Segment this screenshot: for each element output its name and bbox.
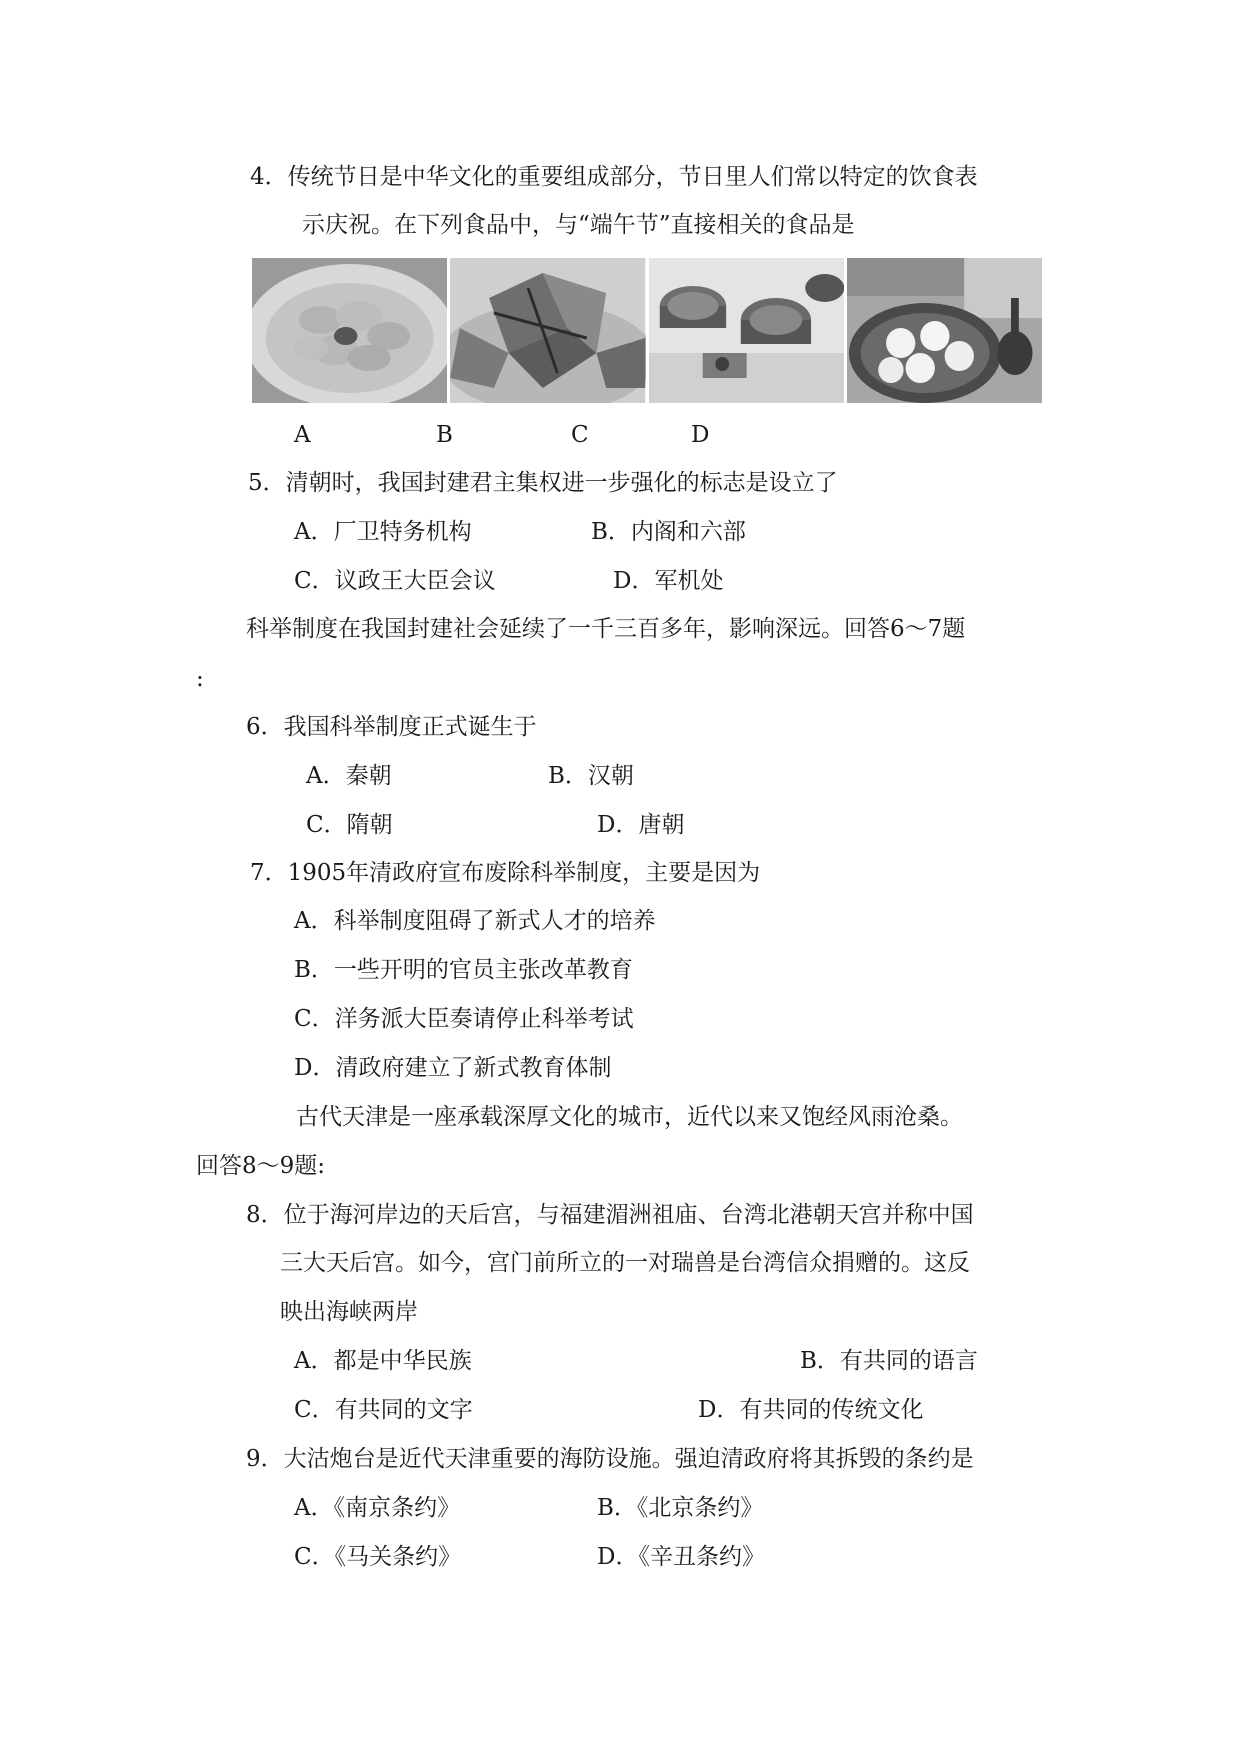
q6-option-c: C．隋朝 xyxy=(306,812,393,838)
q5-stem: 5．清朝时，我国封建君主集权进一步强化的标志是设立了 xyxy=(248,470,838,496)
q7-option-b: B．一些开明的官员主张改革教育 xyxy=(294,957,633,983)
q9-option-c: C．《马关条约》 xyxy=(294,1544,462,1570)
q4-stem-line1: 4．传统节日是中华文化的重要组成部分，节日里人们常以特定的饮食表 xyxy=(250,164,978,190)
q8-stem-line1: 8．位于海河岸边的天后宫，与福建湄洲祖庙、台湾北港朝天宫并称中国 xyxy=(246,1202,974,1228)
mooncake-photo xyxy=(649,258,844,403)
q6-option-d: D．唐朝 xyxy=(597,812,685,838)
q6-option-a: A．秦朝 xyxy=(306,763,392,789)
q8-option-b: B．有共同的语言 xyxy=(800,1348,978,1374)
q7-option-a: A．科举制度阻碍了新式人才的培养 xyxy=(294,908,656,934)
q5-option-c: C．议政王大臣会议 xyxy=(294,568,496,594)
q8-stem-line2: 三大天后宫。如今，宫门前所立的一对瑞兽是台湾信众捐赠的。这反 xyxy=(280,1250,970,1276)
intro-8-9-line1: 古代天津是一座承载深厚文化的城市，近代以来又饱经风雨沧桑。 xyxy=(296,1104,963,1130)
intro-6-7-line2: : xyxy=(196,666,204,692)
q8-stem-line3: 映出海峡两岸 xyxy=(280,1299,418,1325)
q6-option-b: B．汉朝 xyxy=(548,763,634,789)
tangyuan-photo xyxy=(847,258,1042,403)
q7-option-c: C．洋务派大臣奏请停止科举考试 xyxy=(294,1006,634,1032)
q6-stem: 6．我国科举制度正式诞生于 xyxy=(246,714,537,740)
option-label-a: A xyxy=(294,422,311,448)
q7-option-d: D．清政府建立了新式教育体制 xyxy=(294,1055,612,1081)
option-label-c: C xyxy=(571,422,589,448)
q9-option-d: D．《辛丑条约》 xyxy=(597,1544,765,1570)
q8-option-c: C．有共同的文字 xyxy=(294,1397,473,1423)
option-label-d: D xyxy=(691,422,710,448)
q5-option-b: B．内阁和六部 xyxy=(591,519,746,545)
q7-stem: 7．1905年清政府宣布废除科举制度，主要是因为 xyxy=(250,860,761,886)
q4-stem-line2: 示庆祝。在下列食品中，与“端午节”直接相关的食品是 xyxy=(302,212,855,238)
zongzi-photo xyxy=(450,258,645,403)
q8-option-d: D．有共同的传统文化 xyxy=(698,1397,924,1423)
q9-option-a: A．《南京条约》 xyxy=(294,1495,461,1521)
q8-option-a: A．都是中华民族 xyxy=(294,1348,472,1374)
option-label-b: B xyxy=(436,422,453,448)
food-photos xyxy=(252,258,1042,403)
dumplings-photo xyxy=(252,258,447,403)
q5-option-d: D．军机处 xyxy=(613,568,724,594)
intro-6-7-line1: 科举制度在我国封建社会延续了一千三百多年，影响深远。回答6～7题 xyxy=(246,616,966,642)
q9-stem: 9．大沽炮台是近代天津重要的海防设施。强迫清政府将其拆毁的条约是 xyxy=(246,1446,974,1472)
q9-option-b: B．《北京条约》 xyxy=(597,1495,764,1521)
intro-8-9-line2: 回答8～9题: xyxy=(196,1153,326,1179)
q5-option-a: A．厂卫特务机构 xyxy=(294,519,472,545)
